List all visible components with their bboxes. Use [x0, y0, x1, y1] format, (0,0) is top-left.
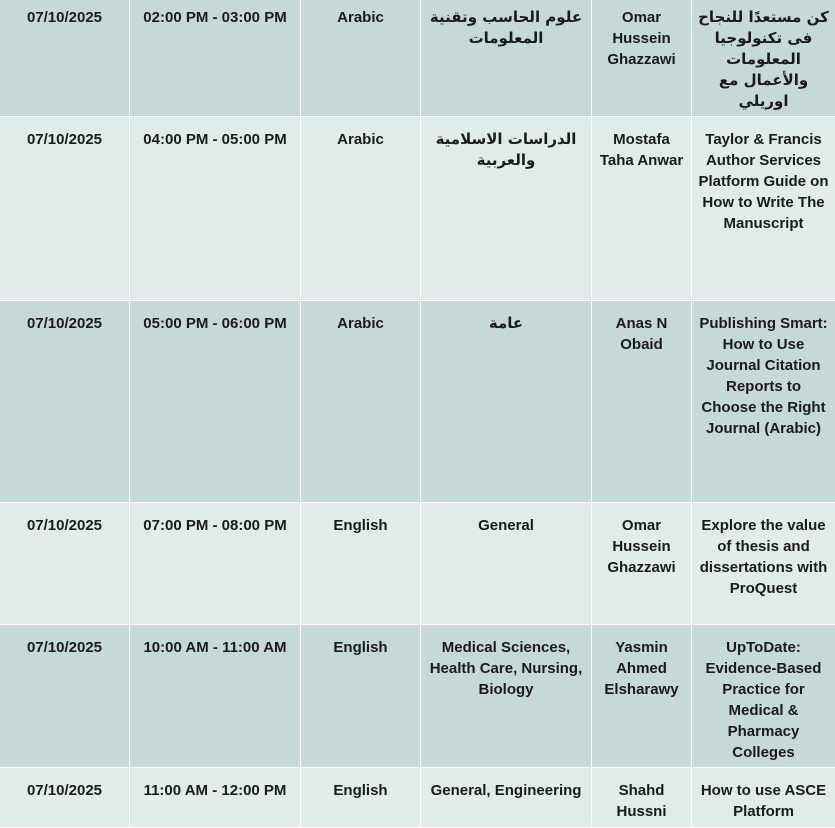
title-cell: كن مستعدًا للنجاح فى تكنولوجيا المعلومات والأعمال مع اوريلي: [692, 0, 835, 117]
date-cell: 07/10/2025: [0, 301, 130, 503]
table-row: [0, 768, 835, 828]
time-cell: 05:00 PM - 06:00 PM: [130, 301, 301, 503]
language-cell: Arabic: [301, 117, 421, 301]
date-cell: 07/10/2025: [0, 503, 130, 625]
table-row: [0, 117, 835, 301]
language-cell: English: [301, 768, 421, 828]
date-cell: 07/10/2025: [0, 625, 130, 768]
category-cell: General, Engineering: [421, 768, 592, 828]
title-cell: Taylor & Francis Author Services Platform Guide on How to Write The Manuscript: [692, 117, 835, 301]
date-cell: 07/10/2025: [0, 117, 130, 301]
title-cell: Explore the value of thesis and dissertations with ProQuest: [692, 503, 835, 625]
presenter-cell: Yasmin Ahmed Elsharawy: [592, 625, 692, 768]
table-row: [0, 301, 835, 503]
presenter-cell: Anas N Obaid: [592, 301, 692, 503]
language-cell: English: [301, 503, 421, 625]
date-cell: 07/10/2025: [0, 768, 130, 828]
time-cell: 02:00 PM - 03:00 PM: [130, 0, 301, 117]
language-cell: Arabic: [301, 0, 421, 117]
category-cell: الدراسات الاسلامية والعربية: [421, 117, 592, 301]
presenter-cell: Shahd Hussni: [592, 768, 692, 828]
category-cell: علوم الحاسب وتقنية المعلومات: [421, 0, 592, 117]
category-cell: Medical Sciences, Health Care, Nursing, Biology: [421, 625, 592, 768]
presenter-cell: Omar Hussein Ghazzawi: [592, 0, 692, 117]
presenter-cell: Mostafa Taha Anwar: [592, 117, 692, 301]
time-cell: 10:00 AM - 11:00 AM: [130, 625, 301, 768]
time-cell: 11:00 AM - 12:00 PM: [130, 768, 301, 828]
date-cell: 07/10/2025: [0, 0, 130, 117]
title-cell: UpToDate: Evidence-Based Practice for Medical & Pharmacy Colleges: [692, 625, 835, 768]
category-cell: عامة: [421, 301, 592, 503]
presenter-cell: Omar Hussein Ghazzawi: [592, 503, 692, 625]
language-cell: Arabic: [301, 301, 421, 503]
language-cell: English: [301, 625, 421, 768]
table-row: [0, 0, 835, 117]
time-cell: 07:00 PM - 08:00 PM: [130, 503, 301, 625]
title-cell: Publishing Smart: How to Use Journal Citation Reports to Choose the Right Journal (Arabic): [692, 301, 835, 503]
category-cell: General: [421, 503, 592, 625]
table-row: [0, 503, 835, 625]
table-row: [0, 625, 835, 768]
title-cell: How to use ASCE Platform: [692, 768, 835, 828]
time-cell: 04:00 PM - 05:00 PM: [130, 117, 301, 301]
